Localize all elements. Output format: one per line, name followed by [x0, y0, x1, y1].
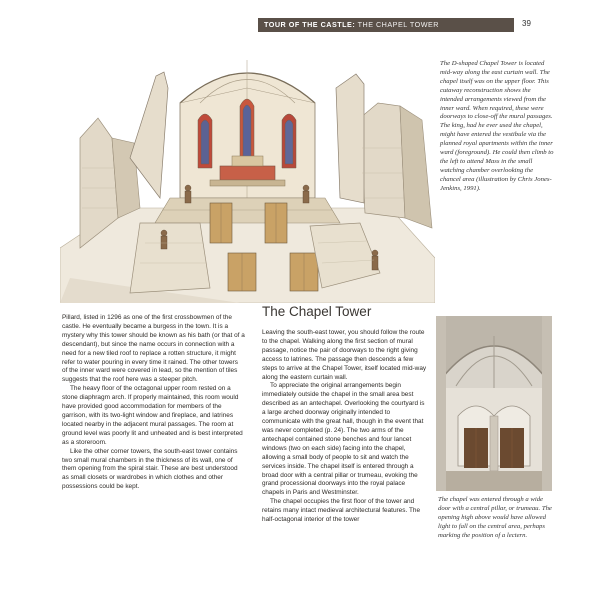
paragraph: To appreciate the original arrangements begin immediately outside the chapel in the small area best described as an antechapel. Overlooking the courtyard is a large arched doorway originally intended to communicate with the great hall, though in the event that was never completed (p. 24). The two arms of the antechapel contained stone benches and four lancet windows (two on each side) facing into the chapel, allowing a small body of people to sit and watch the services inside. The chapel itself is entered through a broad door with a central pillar or trumeau, evoking the grand processional doorways into the royal palace chapels in Paris and Westminster.	[262, 382, 425, 497]
photo-caption: The chapel was entered through a wide door with a central pillar, or trumeau. The opening high above would have allowed light to fall on the central area, perhaps marking the position of a lectern.	[438, 496, 552, 539]
header-subsection: THE CHAPEL TOWER	[357, 20, 439, 29]
running-header	[258, 18, 514, 32]
paragraph: Leaving the south-east tower, you should follow the route to the chapel. Walking along the first section of mural passage, notice the pair of doorways to the right giving access to latrines. The passage then descends a few steps to arrive at the Chapel Tower, itself located mid-way along the eastern curtain wall.	[262, 329, 427, 381]
paragraph: The chapel occupies the first floor of the tower and retains many intact medieval architectural features. The half-octagonal interior of the tower	[262, 498, 421, 524]
header-section: TOUR OF THE CASTLE:	[264, 20, 356, 29]
chapel-interior-photo	[436, 316, 552, 491]
illustration-caption: The D-shaped Chapel Tower is located mid-way along the east curtain wall. The chapel itself was on the upper floor. This cutaway reconstruction shows the intended arrangements viewed from the inner ward. When required, these were doorways to close-off the mural passages. The king, had he ever used the chapel, might have entered the vestibule via the planned royal apartments within the inner ward (foreground). He could then climb to the left to attend Mass in the small watching chamber overlooking the chancel area (illustration by Chris Jones-Jenkins, 1991).	[440, 60, 554, 192]
paragraph: The heavy floor of the octagonal upper room rested on a stone diaphragm arch. If properly maintained, this room would have provided good accommodation for members of the garrison, with its two-light window and fireplace, and latrines located nearby in the adjacent mural passages. The room at ground level was poorly lit and unheated and is best interpreted as a storeroom.	[62, 385, 243, 446]
right-text-column	[262, 329, 427, 525]
paragraph: Like the other corner towers, the south-east tower contains two small mural chambers in the thickness of its wall, one of them opening from the spiral stair. These are best understood as small closets or wardrobes in which clothes and other possessions could be kept.	[62, 447, 238, 491]
left-text-column	[62, 314, 245, 492]
section-heading: The Chapel Tower	[262, 304, 372, 319]
chapel-cutaway-illustration	[60, 48, 435, 303]
paragraph: Pillard, listed in 1296 as one of the first crossbowmen of the castle. He eventually became a burgess in the town. It is a mystery why this tower should be known as his bath (or that of a descendant), but since the name occurs in connection with a need for a new tiled roof to replace a rotten structure, it might refer to water pouring in every time it rained. The other towers of the inner ward were covered in lead, so the mention of tiles suggests that the roof here was a steeper pitch.	[62, 314, 245, 384]
page-number: 39	[522, 19, 531, 28]
